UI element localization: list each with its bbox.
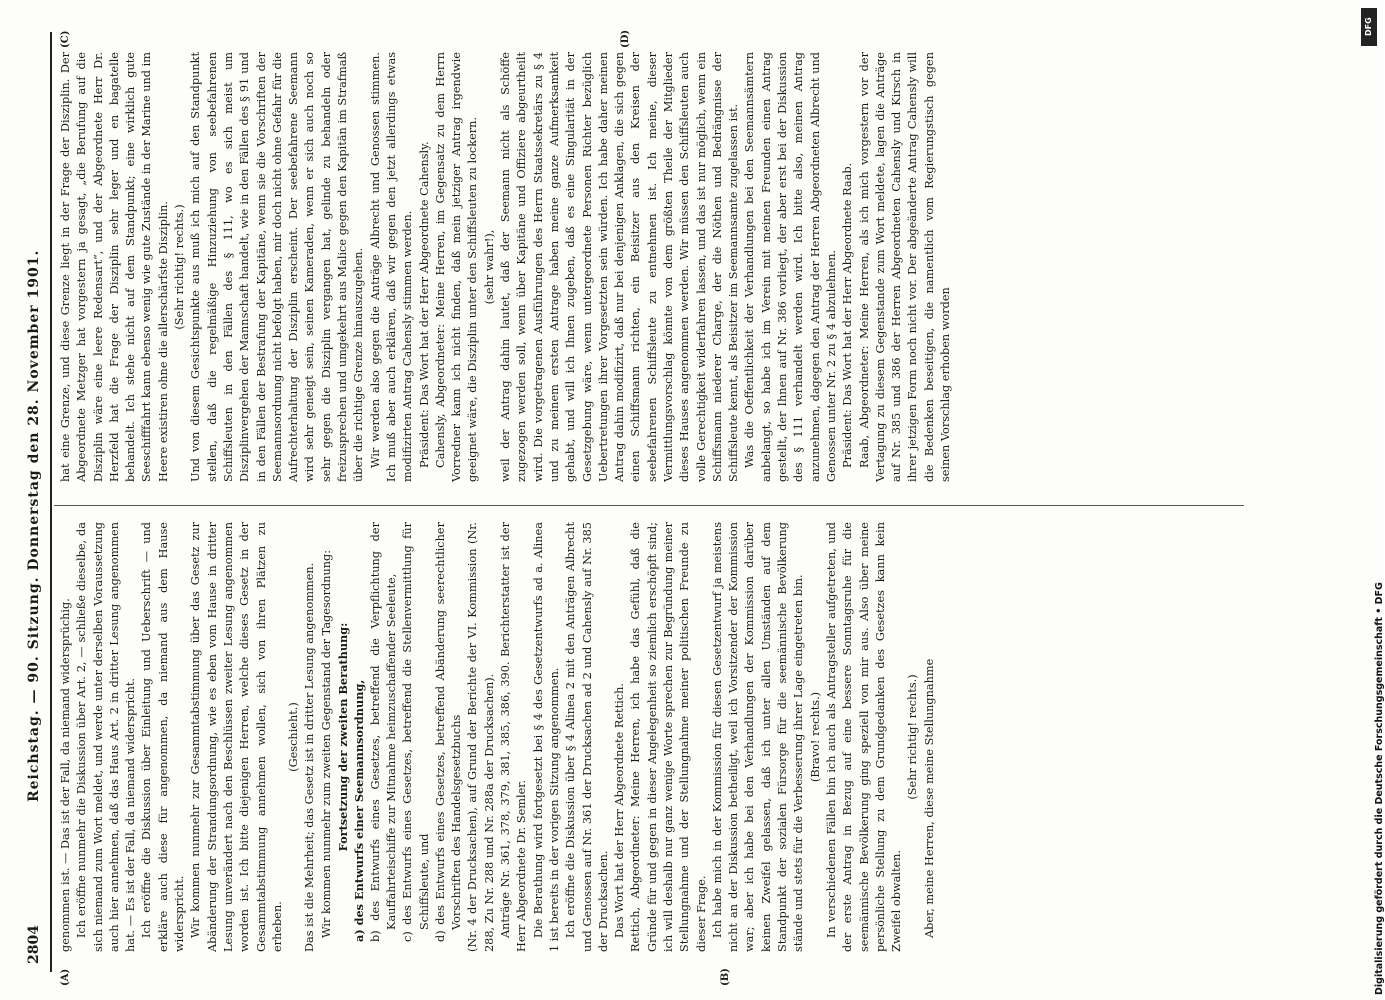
paragraph: (Nr. 4 der Drucksachen), auf Grund der Berichte der VI. Kommission (Nr. 288, Zu Nr. 288 und Nr. 288a der Drucksachen). [466,522,496,952]
paragraph: genommen ist. — Das ist der Fall, da niemand widersprüchig. [59,598,72,952]
paragraph: Wir kommen nunmehr zum zweiten Gegenstand der Tagesordnung: [319,549,333,938]
rotated-page [20,29,1260,986]
paragraph: d) des Entwurfs eines Gesetzes, betreffend Abänderung seerechtlicher Vorschriften des Handelsgesetzbuchs [433,522,464,942]
paragraph: Fortsetzung der zweiten Berathung: [336,622,351,852]
paragraph: Rettich, Abgeordneter: Meine Herren, ich habe das Gefühl, daß die Gründe für und gegen in dieser Angelegenheit so ziemlich erschöpft sind; ich will deshalb nur ganz wenige Worte sprechen zur Begründung meiner Stellungnahme und der Stellungnahme meiner politischen Freunde zu dieser Frage. [629,522,708,952]
margin-mark-a: (A) [60,968,71,986]
paragraph: Cahensly, Abgeordneter: Meine Herren, im Gegensatz zu dem Herrn Vorredner kann ich nicht finden, daß mein jetziger Antrag irgendwie geeignet wäre, die Disziplin unter den Schiffsleuten zu lockern. [433,52,480,482]
paragraph: Wir kommen nunmehr zur Gesammtabstimmung über das Gesetz zur Abänderung der Strandungsordnung, wie es eben vom Hause in dritter Lesung unverändert nach den Beschlüssen zweiter Lesung angenommen worden ist. Ich bitte diejenigen Herren, welche dieses Gesetz in der Gesammtabstimmung annehmen wollen, sich von ihren Plätzen zu erheben. [189,522,284,952]
paragraph: c) des Entwurfs eines Gesetzes, betreffend die Stellenvermittlung für Schiffsleute, und [401,522,431,942]
paragraph: In verschiedenen Fällen bin ich auch als Antragsteller aufgetreten, und der erste Antrag in Bezug auf eine bessere Sonntagsruhe für die seemännische Bevölkerung ging speziell von mir aus. Also über meine persönliche Stellung zu dem Grundgedanken des Gesetzes kann kein Zweifel obwalten. [824,522,904,952]
digitization-credit: Digitalisierung gefördert durch die Deutsche Forschungsgemeinschaft • DFG [1374,582,1385,995]
paragraph: Ich eröffne die Diskussion über Einleitung und Ueberschrift — und erkläre auch diese für angenommen, da niemand aus dem Hause widerspricht. [140,522,187,952]
paragraph: weil der Antrag dahin lautet, daß der Seemann nicht als Schöffe zugezogen werden soll, wenn über Kapitäne und Offiziere abgeurtheilt wird. Die vorgetragenen Ausführungen des Herrn Staatssekretärs zu § 4 und zu meinem ersten Antrage haben meine ganze Aufmerksamkeit gehabt, und will ich Ihnen zugeben, daß es eine Singularität in der Gesetzgebung wäre, wenn untergeordnete Personen Richter bezüglich Uebertretungen ihrer Vorgesetzten sein würden. Ich habe daher meinen Antrag dahin modifizirt, daß nur bei denjenigen Anklagen, die sich gegen einen Schiffsmann richten, ein Beisitzer aus den Kreisen der seebefahrenen Schiffsleute zu entnehmen ist. Ich meine, dieser Vermittlungsvorschlag könnte von dem größten Theile der Mitglieder dieses Hauses angenommen werden. Wir müssen den Schiffsleuten auch volle Gerechtigkeit widerfahren lassen, und das ist nur möglich, wenn ein Schiffsmann niederer Charge, der die Nöthen und Bedrängnisse der Schiffsleute kennt, als Beisitzer im Seemannsamte zugelassen ist. [499,52,741,482]
paragraph: a) des Entwurfs einer Seemannsordnung, [352,679,367,942]
paragraph: Das ist die Mehrheit; das Gesetz ist in dritter Lesung angenommen. [303,562,317,952]
margin-mark-c: (C) [60,30,71,48]
margin-mark-b: (B) [720,968,731,986]
paragraph: Und von diesem Gesichtspunkte aus muß ich mich auf den Standpunkt stellen, daß die regelmäßige Hinzuziehung von seebefahrenen Schiffsleuten in den Fällen des § 111, wo es sich meist um Disziplinvergehen der Mannschaft handelt, wie in den Fällen des § 91 und in den Fällen der Bestrafung der Kapitäne, wenn sie die Vorschriften der Seemannsordnung nicht befolgt haben, mir doch nicht ohne Gefahr für die Aufrechterhaltung der Disziplin erscheint. Der seebefahrene Seemann wird sehr geneigt sein, seinen Kameraden, wenn er sich auch noch so sehr gegen die Disziplin vergangen hat, gelinde zu behandeln oder freizusprechen und umgekehrt aus Malice gegen den Kapitän im Strafmaß über die richtige Grenze hinauszugehen. [189,52,366,482]
paragraph: (Sehr richtig! rechts.) [173,204,187,330]
page-header [20,32,52,972]
paragraph: Präsident: Das Wort hat der Herr Abgeordnete Cahensly. [417,141,431,468]
paragraph: (Sehr richtig! rechts.) [906,674,920,800]
running-head: Reichstag. — 90. Sitzung. Donnerstag den 28. November 1901. [26,249,42,802]
paragraph: Ich habe mich in der Kommission für diesen Gesetzentwurf ja meistens nicht an der Diskussion betheiligt, weil ich Vorsitzender der Kommission war; aber ich habe bei den Verhandlungen der Kommission darüber keinen Zweifel gelassen, daß ich unter allen Umständen auf dem Standpunkt der sozialen Fürsorge für die seemännische Bevölkerung stände und stets für die Verbesserung ihrer Lage eingetreten bin. [710,522,806,952]
paragraph: Raab, Abgeordneter: Meine Herren, als ich mich vorgestern vor der Vertagung zu diesem Gegenstande zum Wort meldete, lagen die Anträge auf Nr. 385 und 386 der Herren Abgeordneten Cahensly und Kirsch in ihrer jetzigen Form noch nicht vor. Der abgeänderte Antrag Cahensly will die Bedenken beseitigen, die namentlich vom Regierungstisch gegen seinen Vorschlag erhoben worden [857,52,953,482]
paragraph: Ich eröffne nunmehr die Diskussion über Art. 2, — schließe dieselbe, da sich niemand zum Wort meldet, und werde unter derselben Voraussetzung auch hier annehmen, daß das Haus Art. 2 in dritter Lesung angenommen hat. — Es ist der Fall, da niemand widerspricht. [75,522,138,952]
page-number: 2804 [26,925,42,964]
dfg-logo: DFG [1361,8,1377,46]
paragraph: Präsident: Das Wort hat der Herr Abgeordnete Raab. [841,162,855,468]
paragraph: b) des Entwurfs eines Gesetzes, betreffend die Verpflichtung der Kauffahrteischiffe zur Mitnahme heimzuschaffender Seeleute, [368,522,398,942]
paragraph: hat eine Grenze, und diese Grenze liegt in der Frage der Disziplin. Der Abgeordnete Metzger hat vorgestern ja gesagt, „die Berufung auf die Disziplin wäre eine leere Redensart“, und der Abgeordnete Herr Dr. Herzfeld hat die Frage der Disziplin sehr leger und en bagatelle behandelt. Ich stehe nicht auf dem Standpunkt; eine wirklich gute Seeschifffahrt kann ebenso wenig wie gute Zustände in der Marine und im Heere existiren ohne die allerschärfste Disziplin. [59,52,170,482]
paragraph: Was die Oeffentlichkeit der Verhandlungen bei den Seemannsämtern anbelangt, so habe ich im Verein mit meinen Freunden einen Antrag gestellt, der Ihnen auf Nr. 386 vorliegt, der aber erst bei der Diskussion des § 111 verhandelt werden wird. Ich bitte also, meinen Antrag anzunehmen, dagegen den Antrag der Herren Abgeordneten Albrecht und Genossen unter Nr. 2 zu § 4 abzulehnen. [743,52,838,482]
paragraph: Aber, meine Herren, diese meine Stellungnahme [922,658,936,938]
margin-mark-d: (D) [620,29,631,48]
paragraph: Das Wort hat der Herr Abgeordnete Rettich. [613,683,627,938]
paragraph: (Geschieht.) [287,702,301,772]
paragraph: (sehr wahr!), [482,229,496,305]
paragraph: (Bravo! rechts.) [808,691,822,783]
right-column [58,52,954,482]
paragraph: Wir werden also gegen die Anträge Albrecht und Genossen stimmen. Ich muß aber auch erklären, daß wir gegen den jetzt allerdings etwas modifizirten Antrag Cahensly stimmen werden. [368,52,415,482]
paragraph: Ich eröffne die Diskussion über § 4 Alinea 2 mit den Anträgen Albrecht und Genossen auf Nr. 361 der Drucksachen ad 2 und Cahensly auf Nr. 385 der Drucksachen. [564,522,610,952]
paragraph: Die Berathung wird fortgesetzt bei § 4 des Gesetzentwurfs ad a. Alinea 1 ist bereits in der vorigen Sitzung angenommen. [531,522,561,952]
left-column [58,522,938,952]
paragraph: Anträge Nr. 361, 378, 379, 381, 385, 386, 390. Berichterstatter ist der Herr Abgeordnete Dr. Semler. [499,522,529,952]
column-divider [54,505,1244,506]
